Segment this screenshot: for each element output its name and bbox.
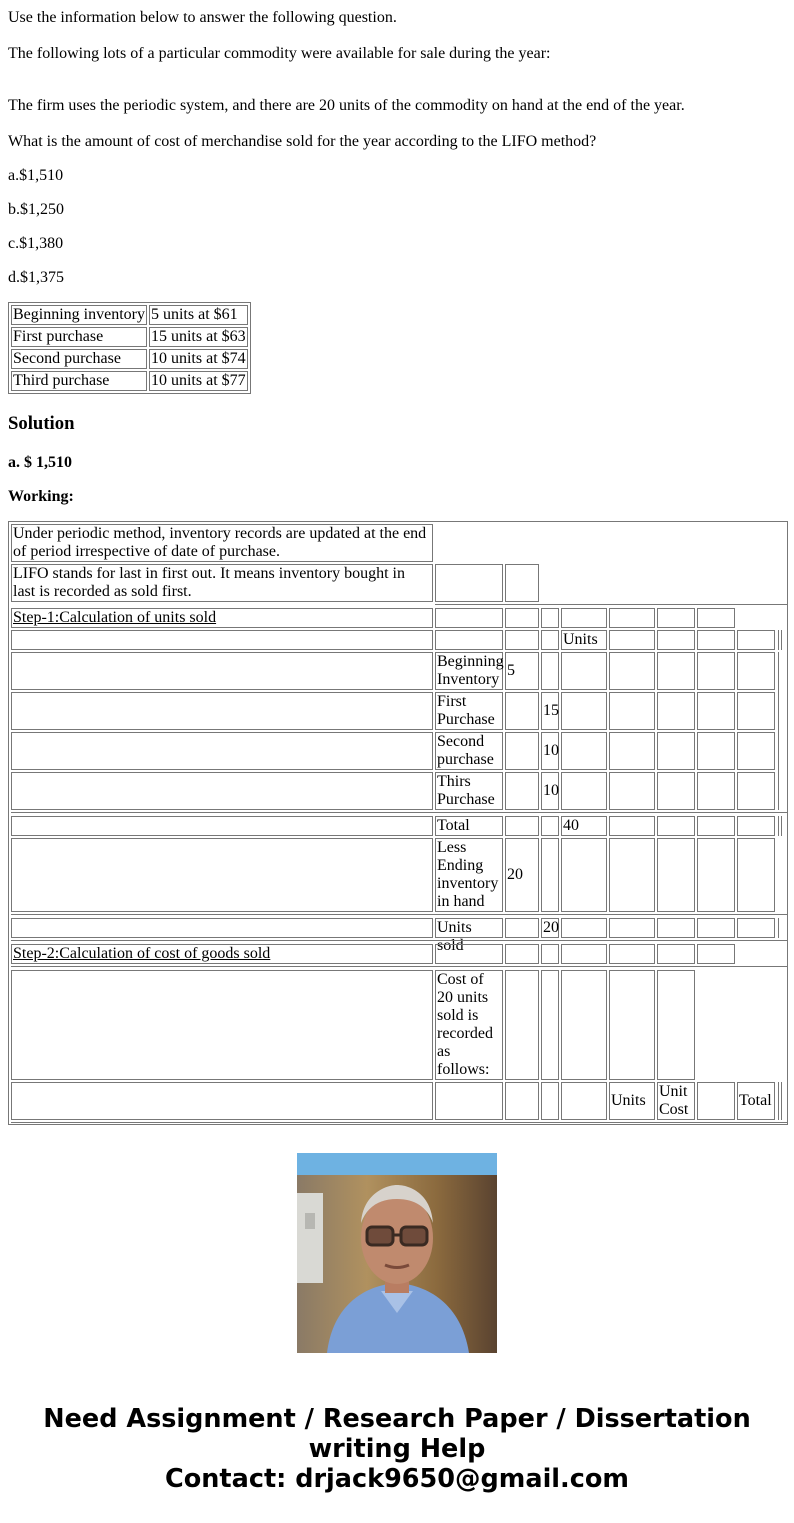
empty-cell: [657, 732, 695, 770]
empty-cell: [11, 918, 433, 938]
empty-cell: [609, 772, 655, 810]
empty-cell: [697, 608, 735, 628]
empty-cell: [657, 772, 695, 810]
footer-promo: [0, 1404, 794, 1494]
table-row: [11, 305, 248, 325]
empty-cell: [561, 732, 607, 770]
empty-cell: [561, 692, 607, 730]
empty-cell: [505, 732, 539, 770]
total-label: Total: [435, 816, 503, 836]
row-label: Thirs Purchase: [435, 772, 503, 810]
empty-cell: [737, 918, 775, 938]
empty-cell: [541, 944, 559, 964]
option-d: d.$1,375: [8, 269, 64, 286]
empty-cell: [609, 838, 655, 912]
empty-cell: [541, 652, 559, 690]
empty-cell: [541, 608, 559, 628]
empty-cell: [435, 608, 503, 628]
empty-cell: [657, 630, 695, 650]
empty-cell: [697, 630, 735, 650]
empty-cell: [505, 692, 539, 730]
empty-cell: [697, 816, 735, 836]
empty-cell: [561, 652, 607, 690]
rule: [11, 940, 787, 941]
table-row: [11, 371, 248, 391]
empty-cell: [561, 772, 607, 810]
empty-cell: [541, 816, 559, 836]
empty-cell: [435, 1082, 503, 1120]
less-label: Less Ending inventory in hand: [435, 838, 503, 912]
empty-cell: [697, 918, 735, 938]
empty-cell: [657, 816, 695, 836]
empty-cell: [609, 816, 655, 836]
row-value: 5: [505, 652, 539, 690]
empty-cell: [505, 608, 539, 628]
lot-label: Second purchase: [11, 349, 147, 369]
empty-cell: [609, 608, 655, 628]
units-header: Units: [561, 630, 607, 650]
lot-value: 10 units at $77: [150, 372, 246, 389]
empty-cell: [737, 732, 775, 770]
option-a: a.$1,510: [8, 167, 64, 184]
lot-label: Third purchase: [11, 371, 147, 391]
lot-value: 5 units at $61: [149, 305, 248, 325]
rule: [781, 630, 782, 650]
unit-cost-column-header: Unit Cost: [657, 1082, 695, 1120]
empty-cell: [561, 918, 607, 938]
empty-cell: [505, 816, 539, 836]
empty-cell: [541, 630, 559, 650]
total-column-header: Total: [737, 1082, 775, 1120]
intro-text: Use the information below to answer the following question.: [8, 9, 397, 26]
lots-table: [8, 302, 251, 394]
table-row: [11, 349, 248, 369]
empty-cell: [697, 944, 735, 964]
less-value: 20: [505, 838, 539, 912]
empty-cell: [609, 732, 655, 770]
empty-cell: [505, 1082, 539, 1120]
empty-cell: [737, 838, 775, 912]
empty-cell: [697, 838, 735, 912]
question-text: What is the amount of cost of merchandise sold for the year according to the LIFO method?: [8, 133, 597, 150]
lot-value: 15 units at $63: [150, 328, 246, 345]
rule: [11, 812, 787, 813]
empty-cell: [697, 692, 735, 730]
lots-intro-text: The following lots of a particular commodity were available for sale during the year:: [8, 45, 551, 62]
empty-cell: [737, 652, 775, 690]
empty-cell: [657, 918, 695, 938]
empty-cell: [737, 630, 775, 650]
row-label: First Purchase: [435, 692, 503, 730]
empty-cell: [561, 944, 607, 964]
option-c: c.$1,380: [8, 235, 64, 252]
units-column-header: Units: [609, 1082, 655, 1120]
rule: [11, 1122, 787, 1123]
option-b: b.$1,250: [8, 201, 64, 218]
empty-cell: [541, 838, 559, 912]
lot-value: 10 units at $74: [150, 350, 246, 367]
rule: [778, 1082, 779, 1120]
rule: [781, 1082, 782, 1120]
empty-cell: [657, 692, 695, 730]
row-label: Second purchase: [435, 732, 503, 770]
empty-cell: [609, 944, 655, 964]
lot-label: Beginning inventory: [13, 306, 145, 323]
empty-cell: [737, 692, 775, 730]
empty-cell: [505, 970, 539, 1080]
empty-cell: [697, 732, 735, 770]
empty-cell: [435, 564, 503, 602]
empty-cell: [541, 1082, 559, 1120]
empty-cell: [561, 1082, 607, 1120]
solution-heading: Solution: [8, 413, 75, 434]
empty-cell: [541, 970, 559, 1080]
working-table: [8, 521, 788, 1125]
empty-cell: [11, 732, 433, 770]
empty-cell: [505, 772, 539, 810]
empty-cell: [737, 772, 775, 810]
row-value: 10: [541, 772, 559, 810]
step2-heading: Step-2:Calculation of cost of goods sold: [11, 944, 433, 964]
empty-cell: [435, 944, 503, 964]
empty-cell: [561, 838, 607, 912]
empty-cell: [435, 630, 503, 650]
empty-cell: [11, 1082, 433, 1120]
footer-line-1: Need Assignment / Research Paper / Dissertation: [43, 1404, 751, 1434]
empty-cell: [505, 564, 539, 602]
empty-cell: [505, 944, 539, 964]
cost-note: Cost of 20 units sold is recorded as follows:: [435, 970, 503, 1080]
empty-cell: [561, 608, 607, 628]
empty-cell: [697, 1082, 735, 1120]
empty-cell: [11, 630, 433, 650]
row-label: Beginning Inventory: [437, 653, 504, 688]
empty-cell: [697, 772, 735, 810]
empty-cell: [657, 944, 695, 964]
empty-cell: [11, 816, 433, 836]
empty-cell: [11, 652, 433, 690]
empty-cell: [609, 918, 655, 938]
empty-cell: [697, 652, 735, 690]
empty-cell: [11, 970, 433, 1080]
empty-cell: [657, 970, 695, 1080]
empty-cell: [561, 970, 607, 1080]
empty-cell: [609, 970, 655, 1080]
lot-label: First purchase: [11, 327, 147, 347]
sold-value: 20: [543, 919, 559, 936]
rule: [781, 816, 782, 836]
empty-cell: [609, 652, 655, 690]
rule: [778, 918, 779, 938]
sold-label: Units sold: [435, 918, 503, 938]
avatar: [297, 1153, 497, 1353]
empty-cell: [609, 630, 655, 650]
rule: [778, 630, 779, 650]
empty-cell: [11, 838, 433, 912]
table-row: [11, 327, 248, 347]
empty-cell: [11, 692, 433, 730]
row-value: 10: [541, 732, 559, 770]
rule: [435, 604, 787, 605]
lifo-note: LIFO stands for last in first out. It means inventory bought in last is recorded as sold first.: [11, 564, 433, 602]
rule: [11, 914, 787, 915]
system-note-text: The firm uses the periodic system, and there are 20 units of the commodity on hand at the end of the year.: [8, 97, 685, 114]
rule: [778, 816, 779, 836]
footer-line-2: writing Help: [308, 1434, 486, 1464]
step1-heading: Step-1:Calculation of units sold: [11, 608, 433, 628]
author-photo: [297, 1153, 497, 1353]
total-value: 40: [561, 816, 607, 836]
working-label: Working:: [8, 488, 74, 505]
periodic-note: Under periodic method, inventory records are updated at the end of period irrespective of date of purchase.: [11, 524, 433, 562]
empty-cell: [737, 816, 775, 836]
empty-cell: [657, 838, 695, 912]
empty-cell: [11, 772, 433, 810]
empty-cell: [505, 918, 539, 938]
empty-cell: [657, 652, 695, 690]
empty-cell: [657, 608, 695, 628]
row-value: 15: [541, 692, 559, 730]
rule: [11, 966, 787, 967]
empty-cell: [505, 630, 539, 650]
answer-text: a. $ 1,510: [8, 454, 72, 471]
empty-cell: [609, 692, 655, 730]
footer-contact: Contact: drjack9650@gmail.com: [165, 1464, 629, 1494]
rule: [778, 652, 779, 810]
